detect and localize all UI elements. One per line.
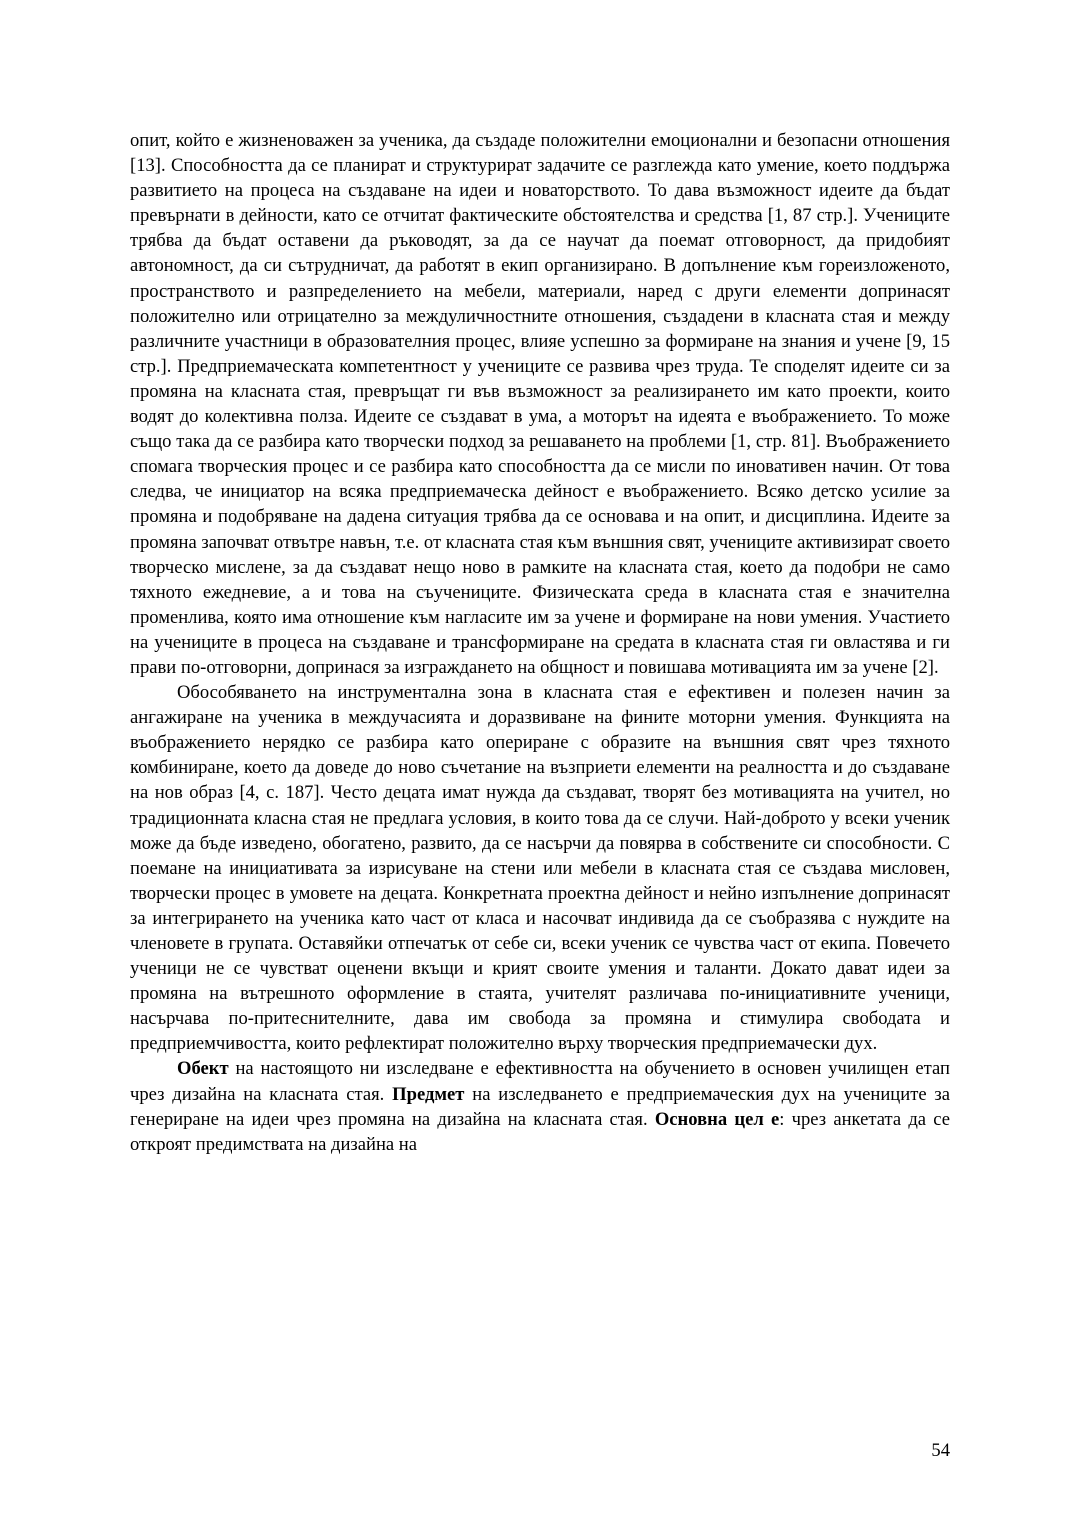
paragraph-1: опит, който е жизненоважен за ученика, да създаде положителни емоционални и безопасни отношения [13]. Способността да се планират и структурират задачите се разглежда като умение, което поддържа развитието на процеса на създаване на идеи и новаторството. То дава възможност идеите да бъдат превърнати в дейности, като се отчитат фактическите обстоятелства и средства [1, 87 стр.]. Учениците трябва да бъдат оставени да ръководят, за да се научат да поемат отговорност, да придобият автономност, да си сътрудничат, да работят в екип организирано. В допълнение към гореизложеното, пространството и разпределението на мебели, материали, наред с други елементи допринасят положително или отрицателно за междуличностните отношения, създадени в класната стая и между различните участници в образователния процес, влияе успешно за формиране на знания и учене [9, 15 стр.]. Предприемаческата компетентност у учениците се развива чрез труда. Те споделят идеите си за промяна на класната стая, превръщат ги във възможност за реализирането им като проекти, които водят до колективна полза. Идеите се създават в ума, а моторът на идеята е въображението. То може също така да се разбира като творчески подход за решаването на проблеми [1, стр. 81]. Въображението спомага творческия процес и се разбира като способността да се мисли по иновативен начин. От това следва, че инициатор на всяка предприемаческа дейност е въображението. Всяко детско усилие за промяна и подобряване на дадена ситуация трябва да се основава и на опит, и дисциплина. Идеите за промяна започват отвътре навън, т.е. от класната стая към външния свят, учениците активизират своето творческо мислене, за да създават нещо ново в рамките на класната стая, което да подобри не само тяхното ежедневие, а и това на съучениците. Физическата среда в класната стая е значителна променлива, която има отношение към нагласите им за учене и формиране на нови умения. Участието на учениците в процеса на създаване и трансформиране на средата в класната стая ги овластява и ги прави по-отговорни, допринася за изграждането на общност и повишава мотивацията им за учене [2]. [130, 130, 950, 678]
body-text [130, 128, 950, 1157]
page-number: 54 [931, 1440, 950, 1461]
term-main-goal: Основна цел е [654, 1108, 780, 1130]
paragraph-2: Обособяването на инструментална зона в класната стая е ефективен и полезен начин за ангажиране на ученика в междучасията и доразвиване на фините моторни умения. Функцията на въображението нерядко се разбира като опериране с образите на външния свят чрез тяхното комбиниране, което да доведе до ново съчетание на възприети елементи на реалността и до създаване на нов образ [4, с. 187]. Често децата имат нужда да създават, творят без мотивацията на учител, но традиционната класна стая не предлага условия, в които това да се случи. Най-доброто у всеки ученик може да бъде изведено, обогатено, развито, да се насърчи да повярва в собствените си способности. С поемане на инициативата за изрисуване на стени или мебели в класната стая се създава мисловен, творчески процес в умовете на децата. Конкретната проектна дейност и нейно изпълнение допринасят за интегрирането на ученика като част от класа и насочват индивида да се съобразява с нуждите на членовете в групата. Оставяйки отпечатък от себе си, всеки ученик се чувства част от екипа. Повечето ученици не се чувстват оценени вкъщи и крият своите умения и таланти. Докато дават идеи за промяна на вътрешното оформление в стаята, учителят различава по-инициативните ученици, насърчава по-притеснителните, дава им свобода за промяна и стимулира свободата и предприемчивостта, които рефлектират положително върху творческия предприемачески дух. [130, 682, 950, 1055]
paragraph-3 [130, 1056, 950, 1156]
paragraph-3-text-3: : чрез анкетата да се откроят предимствата на дизайна на [130, 1108, 950, 1155]
paragraph-3-text-1: на настоящото ни изследване е ефективността на обучението в основен училищен етап чрез дизайна на класната стая. [130, 1058, 950, 1105]
term-subject: Предмет [392, 1083, 465, 1105]
term-object: Обект [177, 1058, 229, 1080]
paragraph-3-text-2: на изследването е предприемаческия дух на учениците за генериране на идеи чрез промяна на дизайна на класната стая. [130, 1083, 950, 1130]
